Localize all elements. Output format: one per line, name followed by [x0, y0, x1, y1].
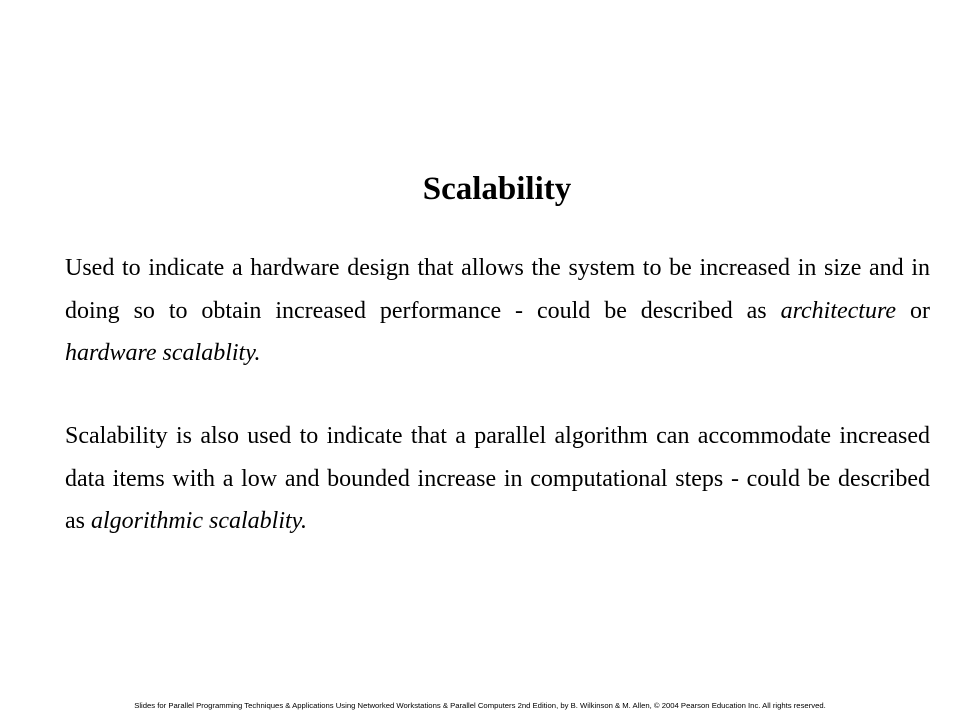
- paragraph-2-text: Scalability is also used to indicate that a parallel algorithm can accommodate increased data items with a low and bounded increase in computational steps - could be described as: [65, 423, 930, 534]
- paragraph-algorithmic-scalability: [65, 415, 930, 543]
- slide-footer: Slides for Parallel Programming Techniques & Applications Using Networked Workstations & Parallel Computers 2nd Edition, by B. Wilkinson & M. Allen, © 2004 Pearson Education Inc. All rights reserved.: [134, 701, 826, 710]
- paragraph-hardware-scalability: [65, 247, 930, 375]
- term-hardware-scalability: hardware scalablity.: [65, 340, 261, 366]
- paragraph-1-text: Used to indicate a hardware design that allows the system to be increased in size and in doing so to obtain increased performance - could be described as: [65, 255, 930, 324]
- term-architecture: architecture: [780, 297, 897, 324]
- term-algorithmic-scalability: algorithmic scalablity.: [91, 508, 307, 534]
- slide-title: Scalability: [422, 171, 572, 207]
- paragraph-1-connector: or: [896, 297, 930, 324]
